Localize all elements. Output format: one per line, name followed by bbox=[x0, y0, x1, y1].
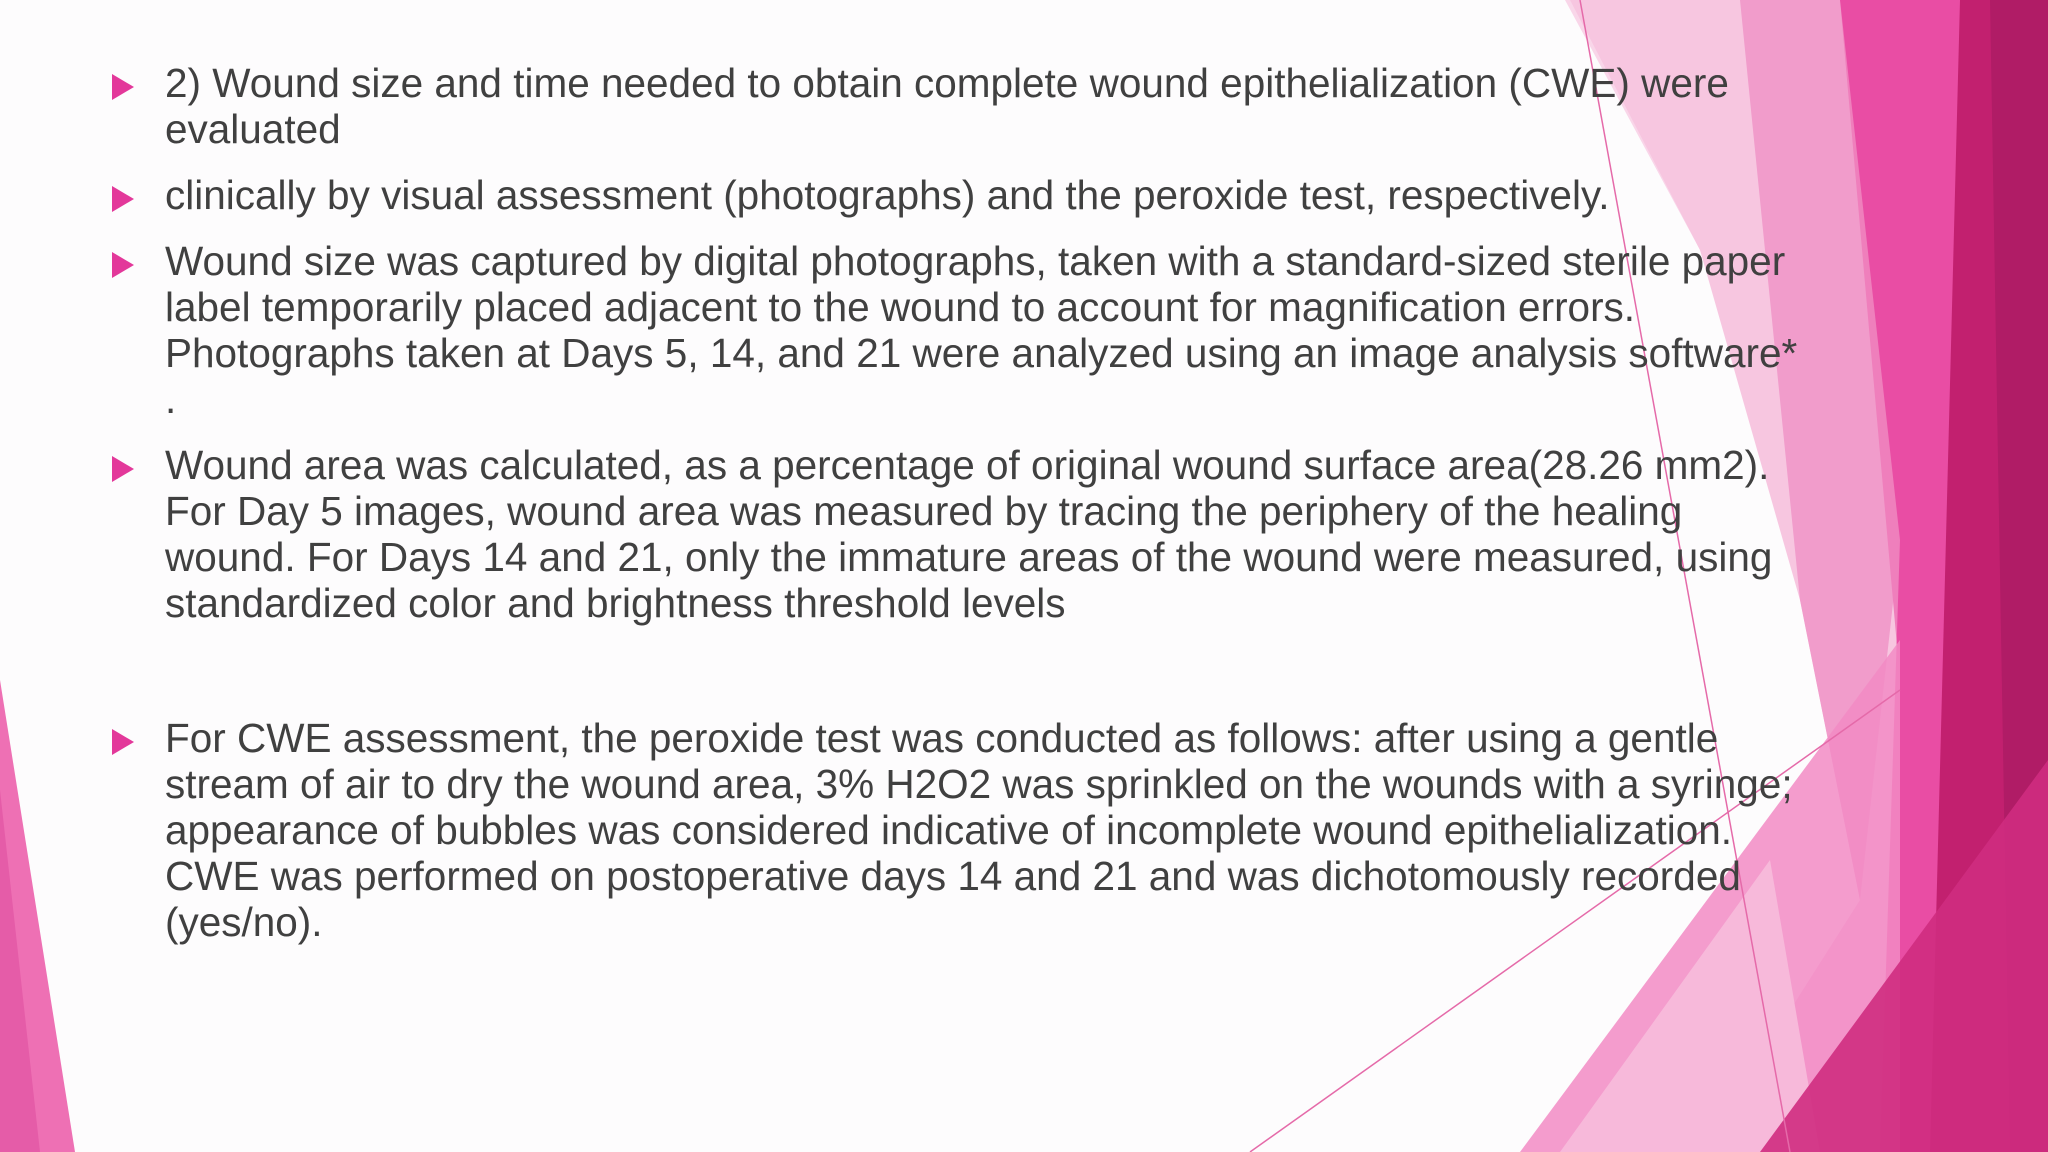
bullet-text bbox=[165, 442, 1908, 626]
bullet-item bbox=[108, 60, 1908, 152]
bullet-line: evaluated bbox=[165, 106, 341, 152]
bullet-text bbox=[165, 60, 1908, 152]
triangle-bullet-icon bbox=[112, 456, 134, 482]
bullet-item bbox=[108, 442, 1908, 626]
bullet-line: appearance of bubbles was considered indicative of incomplete wound epithelialization. bbox=[165, 807, 1733, 853]
bullet-text bbox=[165, 172, 1908, 218]
triangle-bullet-icon bbox=[112, 252, 134, 278]
triangle-bullet-icon bbox=[112, 186, 134, 212]
bullet-item bbox=[108, 715, 1908, 945]
bullet-line: clinically by visual assessment (photographs) and the peroxide test, respectively. bbox=[165, 172, 1610, 218]
bullet-line: For CWE assessment, the peroxide test was conducted as follows: after using a gentle bbox=[165, 715, 1719, 761]
bullet-text bbox=[165, 238, 1908, 422]
triangle-bullet-icon bbox=[112, 74, 134, 100]
bullet-spacer bbox=[108, 646, 1908, 715]
bullet-line: CWE was performed on postoperative days 14 and 21 and was dichotomously recorded bbox=[165, 853, 1741, 899]
bullet-line: standardized color and brightness threshold levels bbox=[165, 580, 1066, 626]
bullet-line: . bbox=[165, 376, 177, 422]
bullet-list bbox=[108, 60, 1908, 965]
triangle-bullet-icon bbox=[112, 729, 134, 755]
bullet-line: For Day 5 images, wound area was measured by tracing the periphery of the healing bbox=[165, 488, 1683, 534]
bullet-line: 2) Wound size and time needed to obtain complete wound epithelialization (CWE) were bbox=[165, 60, 1729, 106]
bullet-text bbox=[165, 715, 1908, 945]
bullet-item bbox=[108, 238, 1908, 422]
bullet-item bbox=[108, 172, 1908, 218]
bullet-line: stream of air to dry the wound area, 3% H2O2 was sprinkled on the wounds with a syringe; bbox=[165, 761, 1793, 807]
bullet-line: Wound size was captured by digital photographs, taken with a standard-sized sterile paper bbox=[165, 238, 1786, 284]
bullet-line: Wound area was calculated, as a percentage of original wound surface area(28.26 mm2). bbox=[165, 442, 1770, 488]
bullet-line: (yes/no). bbox=[165, 899, 323, 945]
bullet-line: label temporarily placed adjacent to the wound to account for magnification errors. bbox=[165, 284, 1636, 330]
bullet-line: wound. For Days 14 and 21, only the immature areas of the wound were measured, using bbox=[165, 534, 1773, 580]
bullet-line: Photographs taken at Days 5, 14, and 21 were analyzed using an image analysis software* bbox=[165, 330, 1798, 376]
